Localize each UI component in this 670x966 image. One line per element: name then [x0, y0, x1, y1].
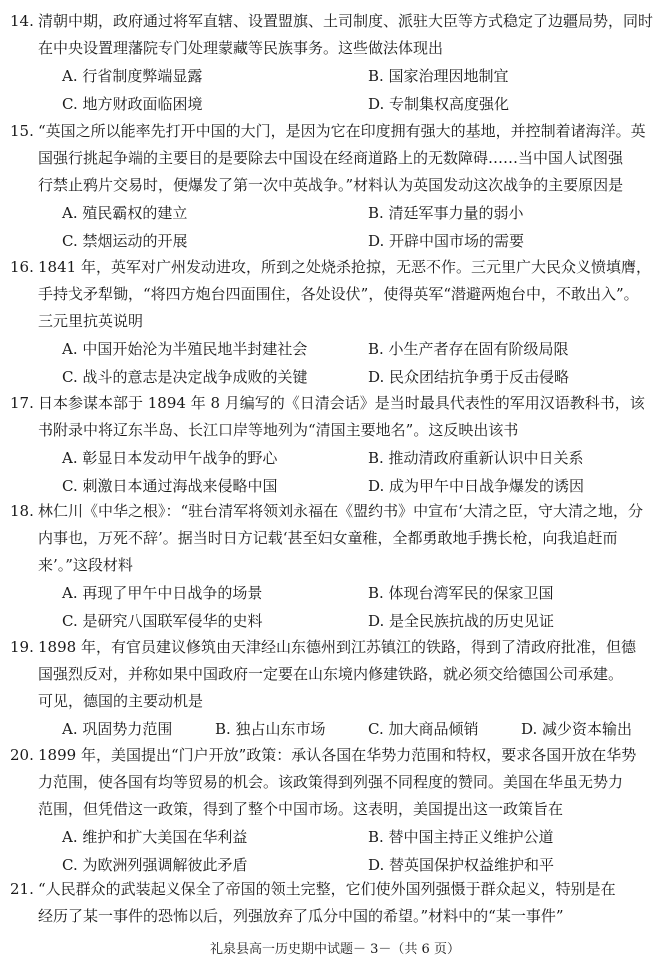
question-stem-line: “人民群众的武装起义保全了帝国的领土完整，它们使外国列强慑于群众起义，特别是在 [38, 880, 616, 898]
option-a: A. 维护和扩大美国在华利益 [62, 828, 248, 846]
question-stem-line: 行禁止鸦片交易时，便爆发了第一次中英战争。”材料认为英国发动这次战争的主要原因是 [38, 176, 624, 194]
option-a: A. 行省制度弊端显露 [62, 67, 203, 85]
option-c: C. 禁烟运动的开展 [62, 232, 188, 250]
question-number: 18. [10, 502, 34, 520]
option-c: C. 为欧洲列强调解彼此矛盾 [62, 856, 248, 874]
option-d: D. 是全民族抗战的历史见证 [368, 612, 555, 630]
option-a: A. 再现了甲午中日战争的场景 [62, 584, 263, 602]
option-b: B. 独占山东市场 [215, 720, 326, 738]
question-stem-line: 国强烈反对，并称如果中国政府一定要在山东境内修建铁路，就必须交给德国公司承建。 [38, 665, 624, 683]
question-stem-line: 三元里抗英说明 [38, 312, 144, 330]
question-stem-line: 可见，德国的主要动机是 [38, 692, 204, 710]
option-c: C. 地方财政面临困境 [62, 95, 203, 113]
question-number: 17. [10, 394, 34, 412]
option-d: D. 减少资本输出 [521, 720, 633, 738]
question-stem-line: 力范围，使各国有均等贸易的机会。该政策得到列强不同程度的赞同。美国在华虽无势力 [38, 773, 624, 791]
question-stem-line: 内事也，万死不辞’。据当时日方记载‘甚至妇女童稚，全都勇敢地手携长枪，向我追赶而 [38, 529, 618, 547]
question-number: 19. [10, 638, 34, 656]
question-number: 15. [10, 122, 34, 140]
option-b: B. 清廷军事力量的弱小 [368, 204, 524, 222]
option-a: A. 彰显日本发动甲午战争的野心 [62, 449, 278, 467]
option-a: A. 巩固势力范围 [62, 720, 173, 738]
option-d: D. 专制集权高度强化 [368, 95, 510, 113]
question-stem-line: 1841 年，英军对广州发动进攻，所到之处烧杀抢掠，无恶不作。三元里广大民众义愤填膺， [38, 258, 651, 276]
option-b: B. 推动清政府重新认识中日关系 [368, 449, 584, 467]
question-stem-line: 范围，但凭借这一政策，得到了整个中国市场。这表明，美国提出这一政策旨在 [38, 800, 564, 818]
option-b: B. 体现台湾军民的保家卫国 [368, 584, 554, 602]
question-number: 21. [10, 880, 34, 898]
question-stem-line: 1898 年，有官员建议修筑由天津经山东德州到江苏镇江的铁路，得到了清政府批准，但德 [38, 638, 636, 656]
question-stem-line: 林仁川《中华之根》：“驻台清军将领刘永福在《盟约书》中宣布‘大清之臣，守大清之地，分 [38, 502, 643, 520]
question-stem-line: 手持戈矛犁锄，“将四方炮台四面围住，各处设伏”，使得英军“潜避两炮台中，不敢出入”。 [38, 285, 639, 303]
question-number: 20. [10, 746, 34, 764]
page-footer: 礼泉县高一历史期中试题－ 3－（共 6 页） [210, 942, 460, 957]
option-d: D. 开辟中国市场的需要 [368, 232, 525, 250]
option-a: A. 中国开始沦为半殖民地半封建社会 [62, 340, 308, 358]
question-stem-line: 1899 年，美国提出“门户开放”政策：承认各国在华势力范围和特权，要求各国开放在华势 [38, 746, 637, 764]
option-c: C. 加大商品倾销 [368, 720, 479, 738]
option-c: C. 刺激日本通过海战来侵略中国 [62, 477, 278, 495]
question-stem-line: “英国之所以能率先打开中国的大门，是因为它在印度拥有强大的基地，并控制着诸海洋。英 [38, 122, 646, 140]
question-stem-line: 日本参谋本部于 1894 年 8 月编写的《日清会话》是当时最具代表性的军用汉语教科书，该 [38, 394, 645, 412]
question-stem-line: 书附录中将辽东半岛、长江口岸等地列为“清国主要地名”。这反映出该书 [38, 421, 519, 439]
option-c: C. 战斗的意志是决定战争成败的关键 [62, 368, 308, 386]
option-b: B. 替中国主持正义维护公道 [368, 828, 554, 846]
option-b: B. 小生产者存在固有阶级局限 [368, 340, 569, 358]
option-d: D. 替英国保护权益维护和平 [368, 856, 555, 874]
question-stem-line: 国强行挑起争端的主要目的是要除去中国设在经商道路上的无数障碍……当中国人试图强 [38, 149, 624, 167]
option-c: C. 是研究八国联军侵华的史料 [62, 612, 263, 630]
option-a: A. 殖民霸权的建立 [62, 204, 188, 222]
option-d: D. 成为甲午中日战争爆发的诱因 [368, 477, 585, 495]
question-stem-line: 清朝中期，政府通过将军直辖、设置盟旗、土司制度、派驻大臣等方式稳定了边疆局势，同时 [38, 12, 654, 30]
question-number: 14. [10, 12, 34, 30]
question-number: 16. [10, 258, 34, 276]
question-stem-line: 经历了某一事件的恐怖以后，列强放弃了瓜分中国的希望。”材料中的“某一事件” [38, 907, 564, 925]
question-stem-line: 来’。”这段材料 [38, 556, 133, 574]
option-b: B. 国家治理因地制宜 [368, 67, 509, 85]
question-stem-line: 在中央设置理藩院专门处理蒙藏等民族事务。这些做法体现出 [38, 39, 444, 57]
option-d: D. 民众团结抗争勇于反击侵略 [368, 368, 570, 386]
